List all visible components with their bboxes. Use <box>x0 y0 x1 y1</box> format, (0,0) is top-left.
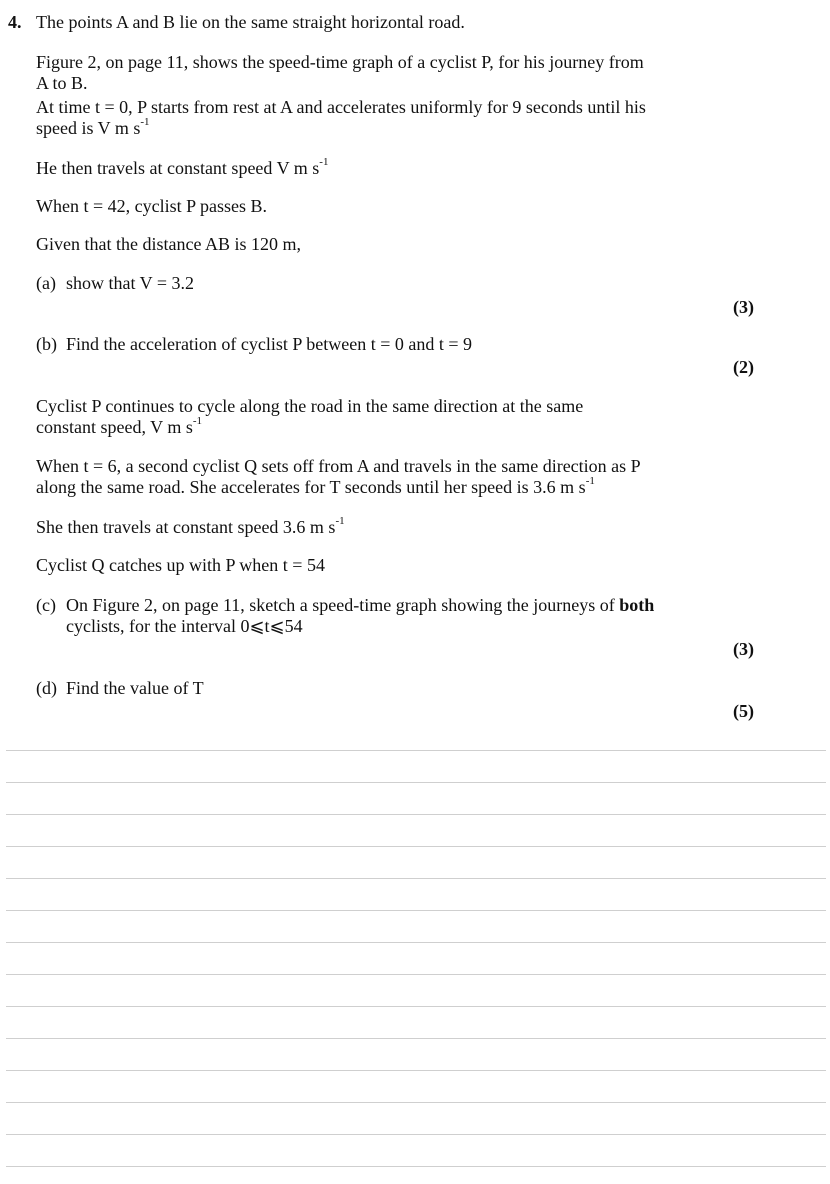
superscript: -1 <box>140 116 150 128</box>
paragraph-catches-up: Cyclist Q catches up with P when t = 54 <box>36 555 325 575</box>
answer-line[interactable] <box>6 1070 826 1071</box>
paragraph-line: Cyclist P continues to cycle along the road in the same direction at the same <box>36 396 584 416</box>
answer-line[interactable] <box>6 1166 826 1167</box>
part-c-label: (c) <box>36 595 56 615</box>
superscript: -1 <box>335 515 345 527</box>
paragraph-line: He then travels at constant speed V m s <box>36 158 320 178</box>
answer-line[interactable] <box>6 782 826 783</box>
paragraph-line <box>36 477 716 498</box>
paragraph-distance: Given that the distance AB is 120 m, <box>36 234 301 254</box>
superscript: -1 <box>319 156 329 168</box>
speed-text: along the same road. She accelerates for T seconds until her speed is 3.6 m s <box>36 477 586 497</box>
paragraph-line: When t = 6, a second cyclist Q sets off from A and travels in the same direction as P <box>36 456 641 476</box>
part-b-text: Find the acceleration of cyclist P between t = 0 and t = 9 <box>66 334 473 354</box>
part-a-text: show that V = 3.2 <box>66 273 194 293</box>
part-c-line: cyclists, for the interval 0⩽t⩽54 <box>66 616 303 636</box>
part-c-marks: (3) <box>733 639 754 659</box>
paragraph-acceleration <box>36 97 716 139</box>
part-c <box>36 595 716 637</box>
answer-line[interactable] <box>6 1006 826 1007</box>
paragraph-q-constant <box>36 517 716 538</box>
question-number: 4. <box>8 12 22 32</box>
superscript: -1 <box>585 475 595 487</box>
answer-line[interactable] <box>6 974 826 975</box>
part-b <box>36 334 716 355</box>
paragraph-second-cyclist <box>36 456 716 498</box>
answer-line[interactable] <box>6 1102 826 1103</box>
answer-line[interactable] <box>6 910 826 911</box>
answer-line[interactable] <box>6 750 826 751</box>
speed-text: constant speed, V m s <box>36 417 193 437</box>
paragraph-figure-ref <box>36 52 716 94</box>
part-a-label: (a) <box>36 273 56 293</box>
paragraph-line: A to B. <box>36 73 88 93</box>
answer-line[interactable] <box>6 1038 826 1039</box>
part-a-marks: (3) <box>733 297 754 317</box>
part-c-bold: both <box>619 595 655 615</box>
paragraph-line: Figure 2, on page 11, shows the speed-time graph of a cyclist P, for his journey from <box>36 52 644 72</box>
answer-line[interactable] <box>6 846 826 847</box>
answer-line[interactable] <box>6 1134 826 1135</box>
paragraph-line <box>36 118 716 139</box>
answer-line[interactable] <box>6 942 826 943</box>
intro-text: The points A and B lie on the same straight horizontal road. <box>36 12 465 32</box>
paragraph-line: She then travels at constant speed 3.6 m s <box>36 517 336 537</box>
part-d-marks: (5) <box>733 701 754 721</box>
part-b-label: (b) <box>36 334 57 354</box>
paragraph-continues <box>36 396 716 438</box>
paragraph-passes-b: When t = 42, cyclist P passes B. <box>36 196 267 216</box>
paragraph-line: At time t = 0, P starts from rest at A and accelerates uniformly for 9 seconds until his <box>36 97 646 117</box>
part-c-text: On Figure 2, on page 11, sketch a speed-time graph showing the journeys of <box>66 595 615 615</box>
speed-text: speed is V m s <box>36 118 141 138</box>
paragraph-line <box>36 417 716 438</box>
part-c-line <box>36 595 716 616</box>
paragraph-constant-speed <box>36 158 716 179</box>
part-d-text: Find the value of T <box>66 678 204 698</box>
part-a <box>36 273 716 294</box>
part-d-label: (d) <box>36 678 57 698</box>
answer-line[interactable] <box>6 814 826 815</box>
superscript: -1 <box>192 415 202 427</box>
answer-line[interactable] <box>6 878 826 879</box>
part-d <box>36 678 716 699</box>
part-b-marks: (2) <box>733 357 754 377</box>
